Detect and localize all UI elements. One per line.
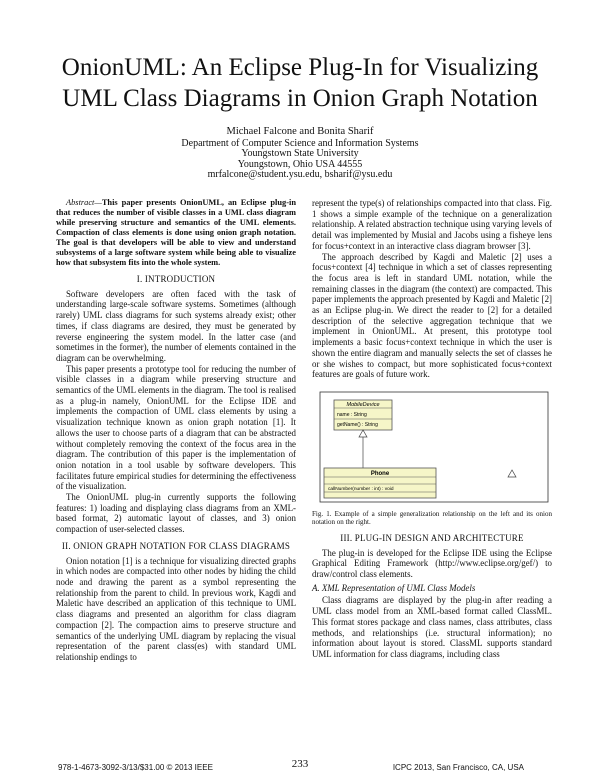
right-column	[312, 198, 552, 660]
class-name-phone: Phone	[370, 470, 390, 477]
university: Youngstown State University	[241, 148, 359, 159]
mobiledevice-class	[334, 400, 392, 430]
city: Youngstown, Ohio USA 44555	[237, 158, 363, 170]
paper-title	[0, 52, 600, 114]
onion-paragraph-2: represent the type(s) of relationships compacted into that class. Fig. 1 shows a simple example of the technique on a generalization relationship. A related abstraction technique using varying levels of detail was implemented by Musial and Jacobs using a fisheye lens for focus+context in an interactive class diagram browser [3].	[312, 198, 552, 251]
class-operation: getName() : String	[337, 421, 378, 428]
figure-1-caption: Fig. 1. Example of a simple generalization relationship on the left and its onion notation on the right.	[312, 509, 552, 527]
onion-paragraph-3: The approach described by Kagdi and Maletic [2] uses a focus+context [4] technique in which a set of classes representing the focus area is left in standard UML notation, while the remaining classes in the diagram (the context) are compacted. This paper implements the approach presented by Kagdi and Maletic [2] as an Eclipse plug-in. We direct the reader to [2] for a detailed description of the selective aggregation technique that we implement in OnionUML. At present, this prototype tool implements a basic focus+context technique in which the user is shown the entire diagram and manually selects the set of classes he or she wishes to compact, but more sophisticated focus+context features are goals of future work.	[312, 251, 552, 380]
title-line-2: UML Class Diagrams in Onion Graph Notation	[62, 85, 538, 112]
phone-operation: callNumber(number : int) : void	[328, 486, 394, 492]
class-name-mobiledevice: MobileDevice	[346, 401, 380, 408]
department: Department of Computer Science and Information Systems	[181, 137, 419, 149]
figure-1	[312, 390, 552, 508]
class-attribute: name : String	[337, 411, 367, 418]
intro-paragraph-1: Software developers are often faced with the task of understanding large-scale software systems. Sometimes (although rarely) UML class diagrams for such systems already exist; other times, if class diagrams are desired, they must be generated by reverse engineering the system model. In the latter case (and sometimes in the former), the number of elements contained in the diagram can be overwhelming.	[56, 288, 296, 363]
abstract	[56, 198, 296, 268]
design-paragraph-1: The plug-in is developed for the Eclipse IDE using the Eclipse Graphical Editing Framework (http://www.eclipse.org/gef/) to draw/control class elements.	[312, 547, 552, 580]
page-number: 233	[291, 758, 309, 770]
author-block	[0, 127, 600, 181]
emails: mrfalcone@student.ysu.edu, bsharif@ysu.edu	[207, 169, 393, 180]
xml-paragraph-1: Class diagrams are displayed by the plug-in after reading a UML class model from an XML-based format called ClassML. This format stores package and class names, class attributes, class methods, and relationships (i.e. structural information); no information about layout is stored. ClassML supports standard UML information for class diagrams, including class	[312, 595, 552, 659]
footer-conference: ICPC 2013, San Francisco, CA, USA	[392, 763, 524, 772]
left-column	[56, 198, 296, 663]
figure-1-diagram	[312, 390, 552, 508]
footer-copyright: 978-1-4673-3092-3/13/$31.00 © 2013 IEEE	[58, 763, 213, 772]
section-1-heading: I. INTRODUCTION	[136, 274, 216, 284]
abstract-label: Abstract—	[66, 198, 102, 207]
onion-paragraph-1: Onion notation [1] is a technique for visualizing directed graphs in which nodes are compacted into other nodes by hiding the child node and drawing the parent as a symbol representing the relationship from the parent to child. In previous work, Kagdi and Maletic have described an application of this technique to UML class diagrams and presented an algorithm for class diagram compaction [2]. The compaction aims to preserve structure and semantics of the underlying UML diagram by replacing the visual representation of the parent class(es) with standard UML relationship endings to	[56, 555, 296, 662]
intro-paragraph-2: This paper presents a prototype tool for reducing the number of visible classes in a diagram while preserving structure and semantics of the UML elements in the diagram. The tool is realised as a plug-in namely, OnionUML for the Eclipse IDE and implements the compaction of UML class elements by using a visualization technique known as onion graph notation [1]. It allows the user to choose parts of a diagram that can be abstracted without completely removing the context of the focus area in the diagram. The contribution of this paper is the implementation of onion notation in a tool usable by software developers. This facilitates future empirical studies for determining the effectiveness of the visualization.	[56, 363, 296, 492]
abstract-text: This paper presents OnionUML, an Eclipse plug-in that reduces the number of visible classes in a UML class diagram while preserving structure and semantics of the UML elements. Compaction of class elements is done using onion graph notation. The goal is that developers will be able to view and understand subsystems of a large software system while being able to visualize how that subsystem fits into the whole system.	[56, 198, 296, 267]
title-line-1: OnionUML: An Eclipse Plug-In for Visualizing	[61, 54, 539, 81]
phone-class	[324, 468, 436, 498]
section-3-heading: III. PLUG-IN DESIGN AND ARCHITECTURE	[340, 532, 524, 543]
section-2-heading: II. ONION GRAPH NOTATION FOR CLASS DIAGRAMS	[61, 540, 291, 551]
section-3a-heading: A. XML Representation of UML Class Models	[312, 582, 476, 593]
author-names: Michael Falcone and Bonita Sharif	[226, 126, 374, 137]
intro-paragraph-3: The OnionUML plug-in currently supports the following features: 1) loading and displaying class diagrams from an XML-based format, 2) automatic layout of classes, and 3) onion compaction of user-selected classes.	[56, 492, 296, 535]
